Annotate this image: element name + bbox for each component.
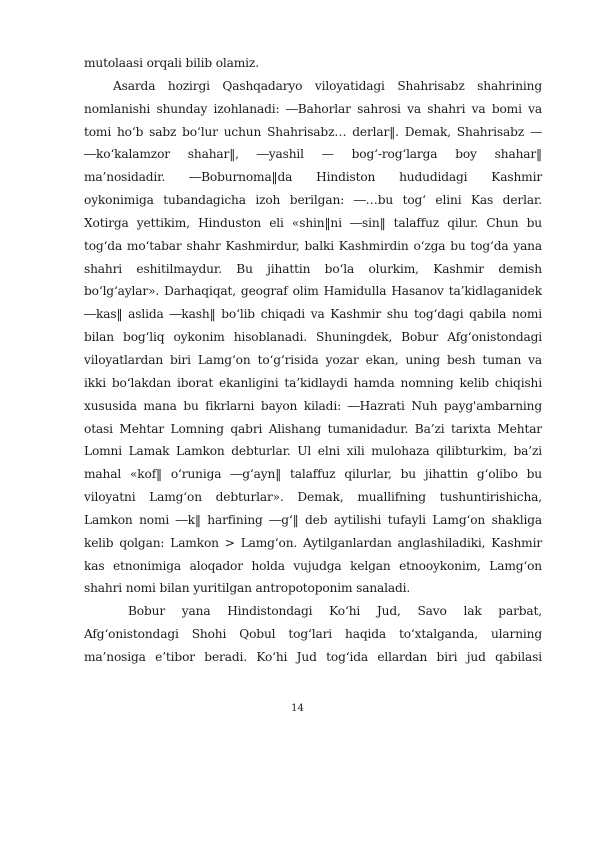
- text-line: Afg‘onistondagi Shohi Qobul tog‘lari haqida to‘xtalganda, ularning: [84, 627, 542, 642]
- text-line: ikki bo‘lakdan iborat ekanligini ta’kidlaydi hamda nomning kelib chiqishi: [84, 375, 542, 390]
- page-number: 14: [291, 703, 304, 714]
- document-body: [84, 52, 542, 669]
- text-line: Xotirga yettikim, Hinduston eli «shin‖ni ―sin‖ talaffuz qilur. Chun bu: [84, 215, 542, 230]
- text-line: ―ko‘kalamzor shahar‖, ―yashil — bog‘-rog‘larga boy shahar‖: [84, 147, 542, 162]
- text-line: tomi ho‘b sabz bo‘lur uchun Shahrisabz… derlar‖. Demak, Shahrisabz —: [84, 124, 542, 139]
- text-line: bilan bog‘liq oykonim hisoblanadi. Shuningdek, Bobur Afg‘onistondagi: [84, 330, 542, 345]
- paragraph-first-line: Asarda hozirgi Qashqadaryo viloyatidagi Shahrisabz shahrining: [113, 78, 542, 93]
- text-line: bo‘lg‘aylar». Darhaqiqat, geograf olim Hamidulla Hasanov ta’kidlaganidek: [84, 284, 542, 299]
- text-line: oykonimiga tubandagicha izoh berilgan: ―…bu tog‘ elini Kas derlar.: [84, 193, 542, 208]
- paragraph-first-line: Bobur yana Hindistondagi Ko‘hi Jud, Savo lak parbat,: [128, 604, 542, 619]
- text-line: ma’nosidadir. ―Boburnoma‖da Hindiston hududidagi Kashmir: [84, 170, 542, 185]
- text-line: tog‘da mo‘tabar shahr Kashmirdur, balki Kashmirdin o‘zga bu tog‘da yana: [84, 238, 542, 253]
- text-line: xususida mana bu fikrlarni bayon kiladi: ―Hazrati Nuh payg'ambarning: [84, 398, 542, 413]
- text-line: kelib qolgan: Lamkon > Lamg‘on. Aytilganlardan anglashiladiki, Kashmir: [84, 535, 542, 550]
- text-line: mutolaasi orqali bilib olamiz.: [84, 56, 259, 70]
- text-line: shahri nomi bilan yuritilgan antropotoponim sanaladi.: [84, 581, 411, 596]
- text-line: nomlanishi shunday izohlanadi: ―Bahorlar sahrosi va shahri va bomi va: [84, 101, 542, 116]
- text-line: ―kas‖ aslida ―kash‖ bo‘lib chiqadi va Kashmir shu tog‘dagi qabila nomi: [84, 307, 542, 322]
- text-line: ma’nosiga e’tibor beradi. Ko‘hi Jud tog‘ida ellardan biri jud qabilasi: [84, 649, 542, 664]
- text-line: Lomni Lamak Lamkon debturlar. Ul elni xili mulohaza qilibturkim, ba’zi: [84, 444, 542, 459]
- text-line: Lamkon nomi ―k‖ harfining ―g‘‖ deb aytilishi tufayli Lamg‘on shakliga: [84, 512, 542, 527]
- text-line: kas etnonimiga aloqador holda vujudga kelgan etnooykonim, Lamg‘on: [84, 558, 542, 573]
- text-line: viloyatlardan biri Lamg‘on to‘g‘risida yozar ekan, uning besh tuman va: [84, 352, 542, 367]
- text-line: shahri eshitilmaydur. Bu jihattin bo‘la olurkim, Kashmir demish: [84, 261, 542, 276]
- text-line: viloyatni Lamg‘on debturlar». Demak, muallifning tushuntirishicha,: [84, 490, 542, 505]
- text-line: otasi Mehtar Lomning qabri Alishang tumanidadur. Ba’zi tarixta Mehtar: [84, 421, 542, 436]
- text-line: mahal «kof‖ o‘runiga ―g‘ayn‖ talaffuz qilurlar, bu jihattin g‘olibo bu: [84, 467, 542, 482]
